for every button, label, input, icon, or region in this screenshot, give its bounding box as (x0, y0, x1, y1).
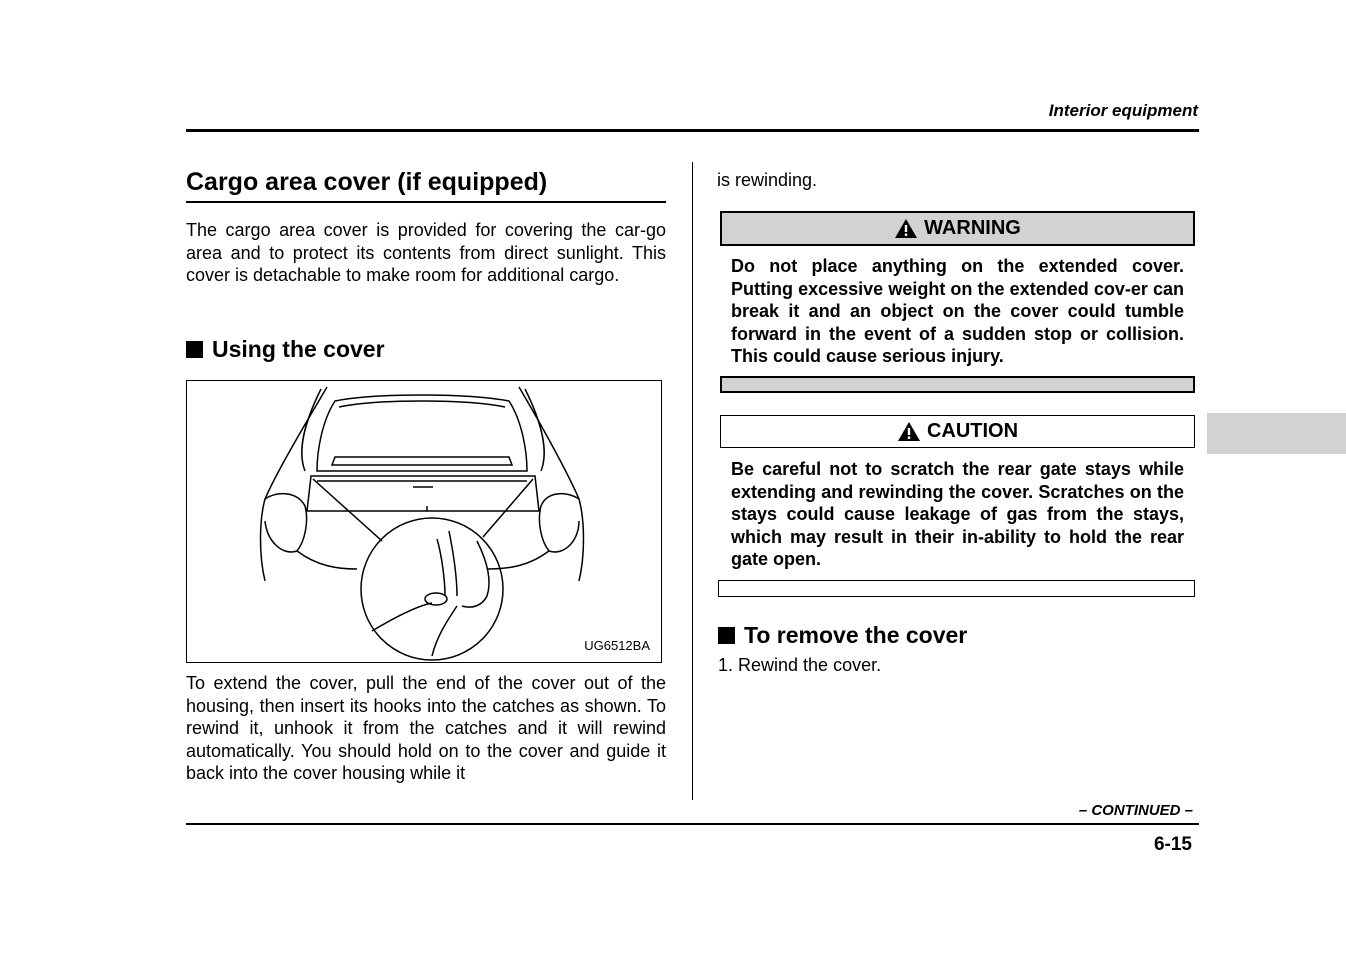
section-header: Interior equipment (1048, 101, 1198, 120)
header-rule (186, 129, 1199, 132)
caution-header (720, 415, 1195, 448)
subheading-remove-text: To remove the cover (744, 622, 968, 648)
caution-label: CAUTION (926, 420, 1019, 442)
subheading-using-text: Using the cover (212, 336, 385, 362)
caution-footer-bar (718, 580, 1195, 597)
subheading-remove-cover (718, 622, 967, 649)
car-rear-drawing (187, 381, 661, 662)
extend-paragraph: To extend the cover, pull the end of the cover out of the housing, then insert its hooks into the catches as shown. To rewind it, unhook it from the catches and it will rewind automatically. You should hold on to the cover and guide it back into the cover housing while it (186, 673, 666, 784)
page-title: Cargo area cover (if equipped) (186, 168, 548, 196)
caution-text: Be careful not to scratch the rear gate stays while extending and rewinding the cover. Scratches on the stays could cause leakage of gas from the stays, which may result in their in-ability to hold the rear gate open. (731, 459, 1184, 570)
title-underline (186, 201, 666, 203)
square-bullet-icon (186, 341, 203, 358)
continued-note: – CONTINUED – (1078, 802, 1193, 819)
footer-rule (186, 823, 1199, 825)
warning-footer-bar (720, 376, 1195, 393)
square-bullet-icon (718, 627, 735, 644)
continuation-text: is rewinding. (717, 170, 818, 190)
warning-label: WARNING (924, 217, 1021, 239)
step-1: 1. Rewind the cover. (718, 655, 882, 675)
warning-text: Do not place anything on the extended cover. Putting excessive weight on the extended cov-er can break it and an object on the cover could tumble forward in the event of a sudden stop or collision. This could cause serious injury. (731, 256, 1184, 367)
cargo-cover-illustration (186, 380, 662, 663)
figure-code: UG6512BA (584, 638, 650, 653)
subheading-using-cover (186, 336, 385, 363)
warning-header (720, 211, 1195, 246)
chapter-tab (1207, 413, 1346, 454)
column-divider (692, 162, 693, 800)
warning-triangle-icon (894, 218, 918, 239)
page-number: 6-15 (1153, 834, 1192, 855)
caution-triangle-icon (897, 421, 921, 442)
intro-paragraph: The cargo area cover is provided for covering the car-go area and to protect its contents from direct sunlight. This cover is detachable to make room for additional cargo. (186, 220, 666, 286)
